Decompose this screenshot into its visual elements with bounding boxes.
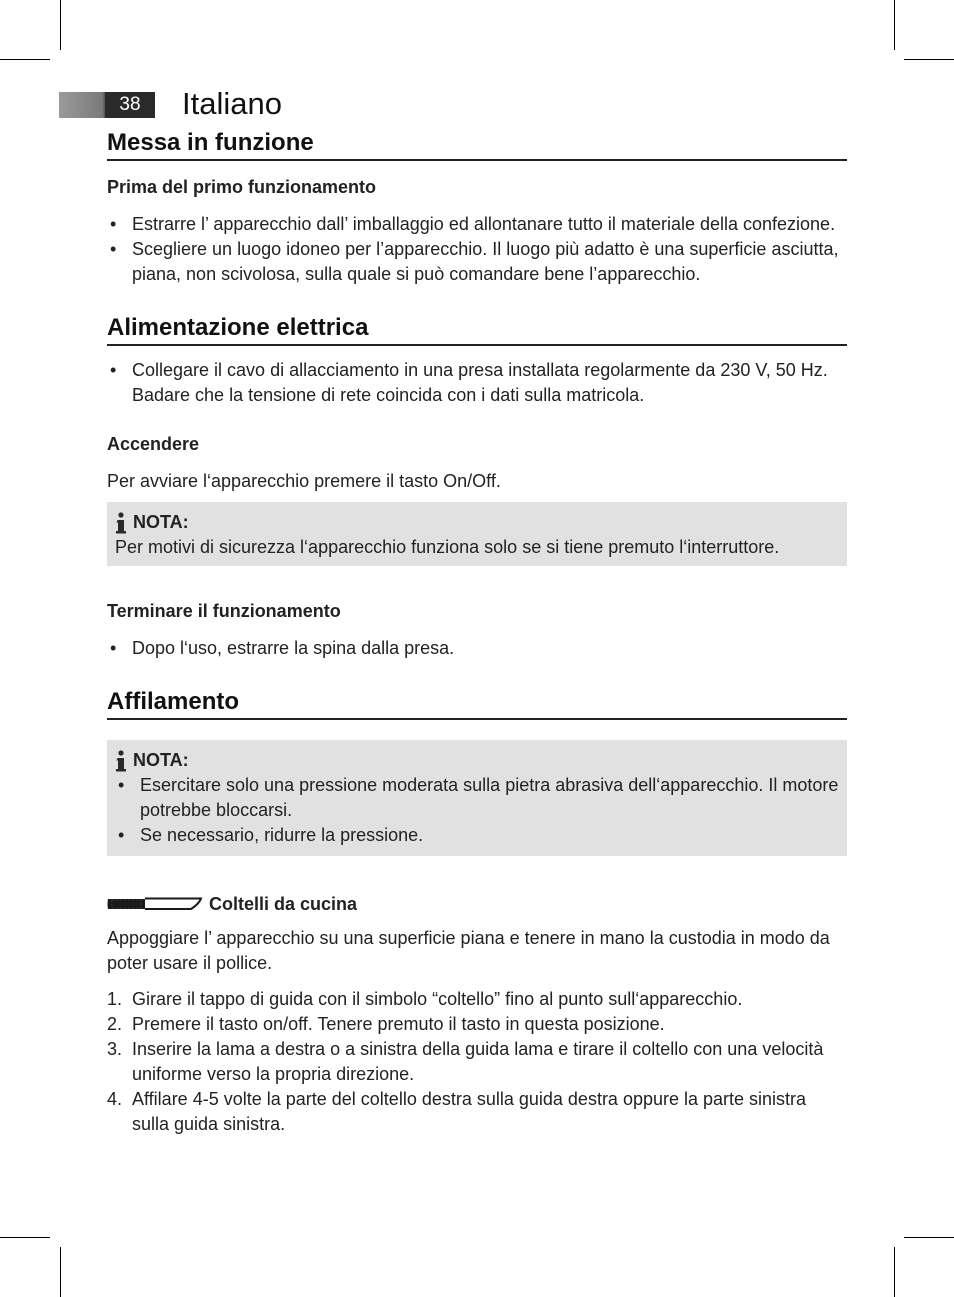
crop-mark	[0, 1237, 50, 1238]
page-number: 38	[105, 92, 155, 118]
crop-mark	[0, 59, 50, 60]
crop-mark	[904, 59, 954, 60]
list-item	[107, 1037, 847, 1087]
paragraph-coltelli: Appoggiare l’ apparecchio su una superficie piana e tenere in mano la custodia in modo da poter usare il pollice.	[107, 928, 830, 973]
list-item	[107, 1012, 847, 1037]
coltelli-heading-row	[107, 892, 847, 916]
list-item	[107, 987, 847, 1012]
note-header	[115, 510, 839, 535]
crop-mark	[60, 1247, 61, 1297]
step-text: Premere il tasto on/off. Tenere premuto il tasto in questa posizione.	[132, 1014, 665, 1034]
knife-icon	[107, 895, 203, 913]
step-number: 3.	[107, 1039, 123, 1059]
list-item: • Scegliere un luogo idoneo per l’apparecchio. Il luogo più adatto è una superficie asciutta, piana, non scivolosa, sulla quale si può comandare bene l’apparecchio.	[107, 237, 847, 287]
crop-mark	[894, 0, 895, 50]
list-item: • Collegare il cavo di allacciamento in una presa installata regolarmente da 230 V, 50 Hz. Badare che la tensione di rete coincida con i dati sulla matricola.	[107, 358, 847, 408]
crop-mark	[904, 1237, 954, 1238]
section-heading-affilamento: Affilamento	[107, 687, 847, 720]
step-text: Inserire la lama a destra o a sinistra della guida lama e tirare il coltello con una velocità uniforme verso la propria direzione.	[132, 1039, 824, 1084]
subheading-coltelli: Coltelli da cucina	[209, 894, 358, 914]
crop-mark	[894, 1247, 895, 1297]
step-text: Affilare 4-5 volte la parte del coltello destra sulla guida destra oppure la parte sinistra sulla guida sinistra.	[132, 1089, 807, 1134]
list-item: • Esercitare solo una pressione moderata sulla pietra abrasiva dell‘apparecchio. Il motore potrebbe bloccarsi.	[115, 773, 839, 823]
step-number: 4.	[107, 1089, 123, 1109]
list-item: • Se necessario, ridurre la pressione.	[115, 823, 839, 848]
document-content	[107, 128, 847, 1137]
list-item	[107, 1087, 847, 1137]
bullet-list	[107, 636, 847, 661]
note-label: NOTA:	[133, 750, 189, 770]
section-heading-alimentazione: Alimentazione elettrica	[107, 313, 847, 346]
paragraph-accendere: Per avviare l‘apparecchio premere il tasto On/Off.	[107, 471, 501, 491]
crop-mark	[60, 0, 61, 50]
note-header	[115, 748, 839, 773]
list-item: • Estrarre l’ apparecchio dall’ imballaggio ed allontanare tutto il materiale della confezione.	[107, 212, 847, 237]
bullet-list	[107, 358, 847, 408]
bullet-list	[115, 773, 839, 848]
list-item: • Dopo l‘uso, estrarre la spina dalla presa.	[107, 636, 847, 661]
step-number: 2.	[107, 1014, 123, 1034]
bullet-list	[107, 212, 847, 287]
info-icon	[115, 512, 127, 534]
step-number: 1.	[107, 989, 123, 1009]
subheading-accendere: Accendere	[107, 434, 200, 454]
subheading-terminare: Terminare il funzionamento	[107, 601, 341, 621]
numbered-list	[107, 987, 847, 1137]
info-icon	[115, 750, 127, 772]
section-heading-messa: Messa in funzione	[107, 128, 847, 161]
step-text: Girare il tappo di guida con il simbolo “coltello” fino al punto sull‘apparecchio.	[132, 989, 743, 1009]
note-box	[107, 502, 847, 566]
page-title: Italiano	[182, 86, 282, 121]
subheading-primo-funzionamento: Prima del primo funzionamento	[107, 177, 377, 197]
note-label: NOTA:	[133, 512, 189, 532]
note-text: Per motivi di sicurezza l‘apparecchio funziona solo se si tiene premuto l‘interruttore.	[115, 537, 780, 557]
note-box	[107, 740, 847, 856]
